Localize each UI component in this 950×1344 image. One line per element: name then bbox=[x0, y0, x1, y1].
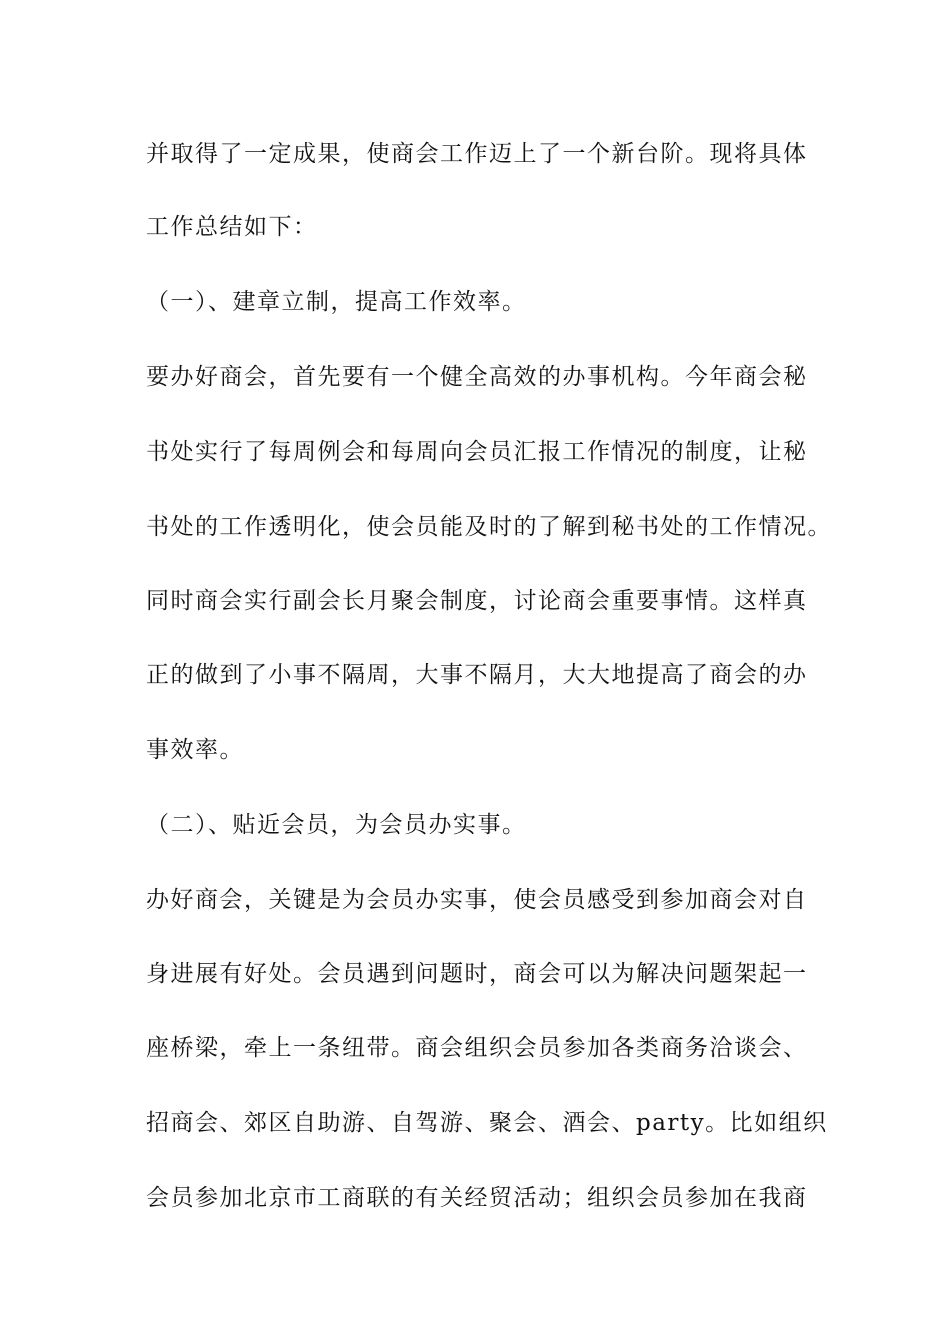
text-line: 座桥梁，牵上一条纽带。商会组织会员参加各类商务洽谈会、 bbox=[146, 1035, 808, 1061]
text-line: 同时商会实行副会长月聚会制度，讨论商会重要事情。这样真 bbox=[146, 588, 808, 614]
text-line: 正的做到了小事不隔周，大事不隔月，大大地提高了商会的办 bbox=[146, 662, 808, 688]
text-line: 工作总结如下： bbox=[146, 214, 318, 240]
section-heading: （一）、建章立制，提高工作效率。 bbox=[146, 289, 527, 315]
text-line: 办好商会，关键是为会员办实事，使会员感受到参加商会对自 bbox=[146, 887, 808, 913]
section-heading: （二）、贴近会员，为会员办实事。 bbox=[146, 812, 527, 838]
text-line: 事效率。 bbox=[146, 737, 244, 763]
text-line: 要办好商会，首先要有一个健全高效的办事机构。今年商会秘 bbox=[146, 364, 808, 390]
text-line: 书处的工作透明化，使会员能及时的了解到秘书处的工作情况。 bbox=[146, 514, 832, 540]
text-line: 身进展有好处。会员遇到问题时，商会可以为解决问题架起一 bbox=[146, 961, 808, 987]
text-line: 书处实行了每周例会和每周向会员汇报工作情况的制度，让秘 bbox=[146, 439, 808, 465]
text-line: 招商会、郊区自助游、自驾游、聚会、酒会、party。比如组织 bbox=[146, 1110, 828, 1136]
text-line: 并取得了一定成果，使商会工作迈上了一个新台阶。现将具体 bbox=[146, 141, 808, 167]
text-line: 会员参加北京市工商联的有关经贸活动；组织会员参加在我商 bbox=[146, 1185, 808, 1211]
